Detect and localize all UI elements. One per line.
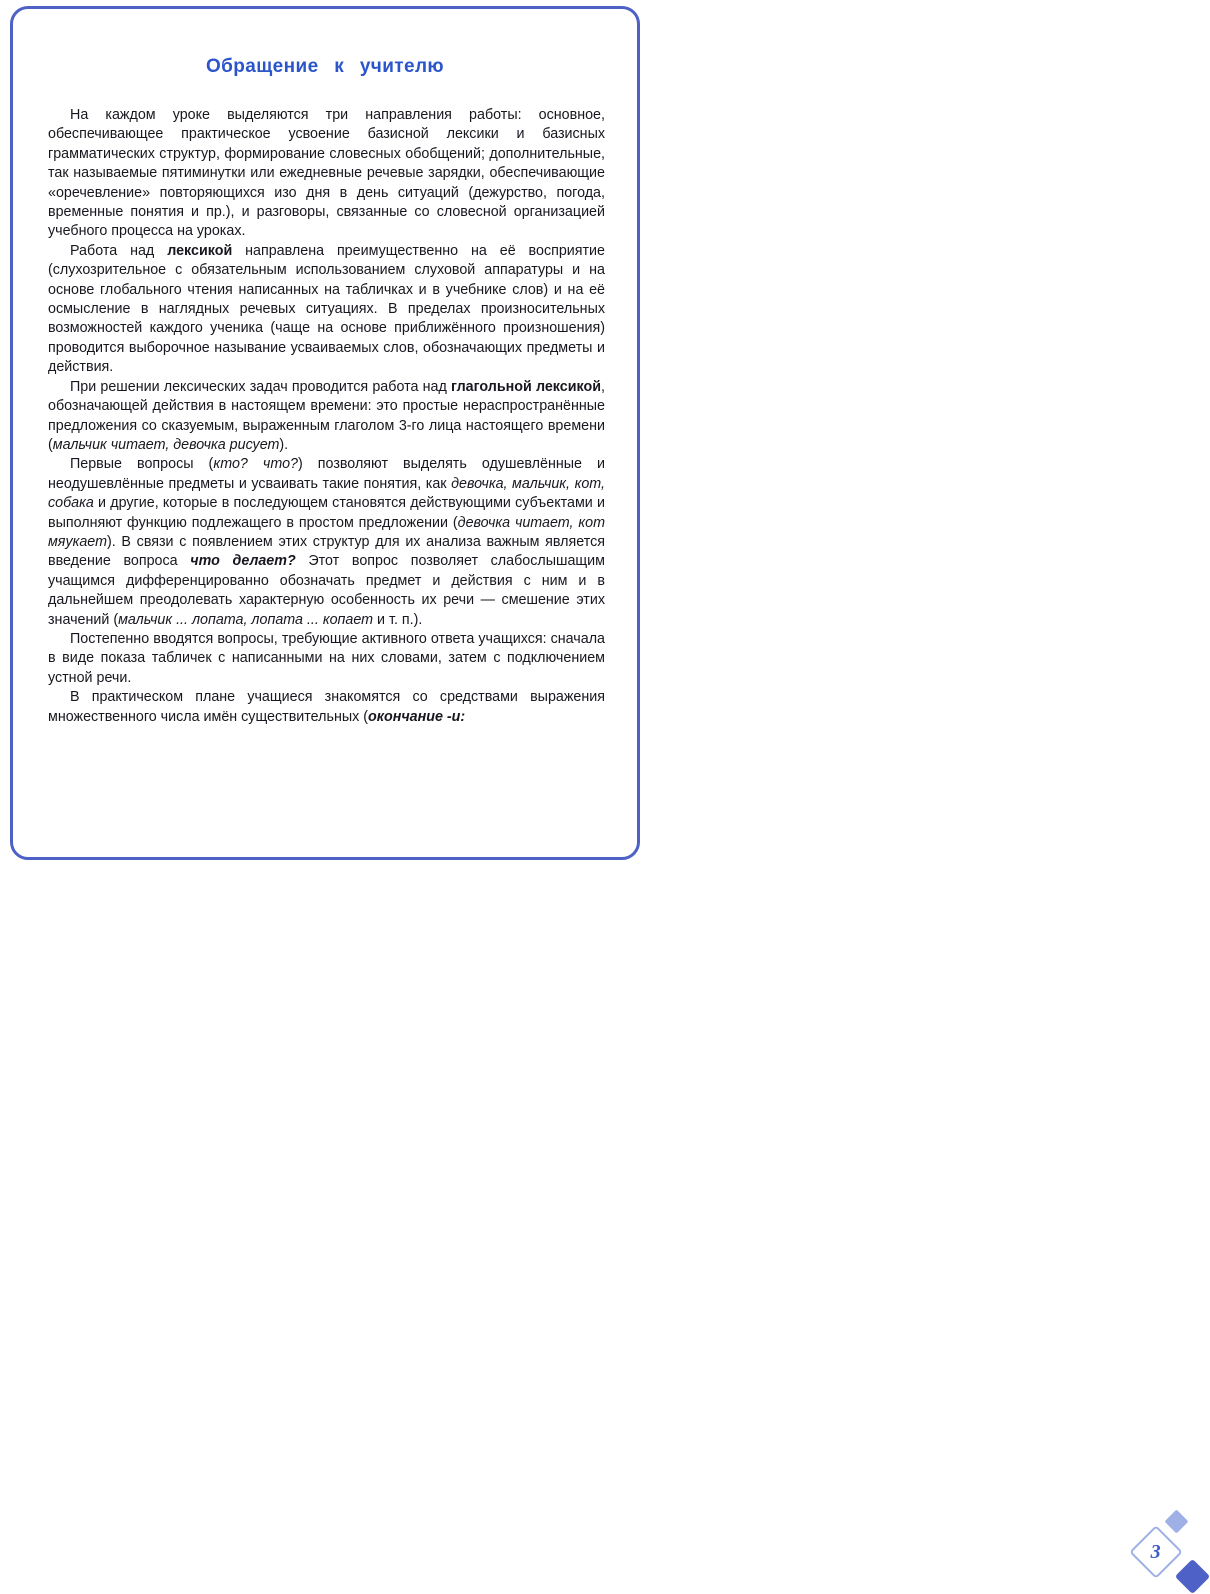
text-run: ). bbox=[279, 436, 289, 453]
page-number-diamond bbox=[1129, 1525, 1183, 1579]
text-run: мальчик ... лопата, лопата ... копает bbox=[118, 611, 374, 628]
text-run: ) позволяют выделять одушевлённые и неодушевлённые предметы и усваивать такие понятия, как bbox=[48, 456, 606, 492]
text-run: девочка читает, кот мяукает bbox=[48, 514, 606, 550]
paragraph bbox=[48, 630, 605, 688]
paragraph bbox=[48, 242, 605, 378]
diamond-light-icon bbox=[1164, 1509, 1188, 1533]
text-run: девочка, мальчик, кот, собака bbox=[48, 475, 606, 512]
text-run: Постепенно вводятся вопросы, требующие активного ответа учащихся: сначала в виде показа табличек с написанными на них словами, затем с подключением устной речи. bbox=[48, 630, 605, 686]
text-run: окончание -и: bbox=[368, 708, 466, 725]
text-run: На каждом уроке выделяются три направления работы: основное, обеспечивающее практическое усвоение базисной лексики и базисных грамматических структур, формирование словесных обобщений; дополнительные, так называемые пятиминутки или ежедневные речевые зарядки, обеспечивающие «оречевление» повторяющихся изо дня в день ситуаций (дежурство, погода, временные понятия и пр.), и разговоры, связанные со словесной организацией учебного процесса на уроках. bbox=[48, 107, 605, 240]
text-run: лексикой bbox=[167, 242, 233, 259]
text-run: кто? что? bbox=[213, 456, 298, 473]
page-title: Обращение к учителю bbox=[205, 56, 445, 77]
paragraph bbox=[48, 688, 605, 727]
paragraph bbox=[48, 455, 605, 630]
text-run: глагольной лексикой bbox=[450, 378, 601, 395]
page-number: 3 bbox=[1151, 1540, 1161, 1563]
text-run: и т. п.). bbox=[373, 611, 423, 628]
diamond-dark-icon bbox=[1175, 1559, 1210, 1594]
text-run: Первые вопросы ( bbox=[70, 456, 214, 473]
text-run: и другие, которые в последующем становятся действующими субъектами и выполняют функцию подлежащего в простом предложении ( bbox=[48, 495, 605, 531]
text-run: что делает? bbox=[190, 553, 296, 570]
page-number-ornament bbox=[560, 749, 1161, 1563]
text-run: При решении лексических задач проводится работа над bbox=[70, 378, 451, 395]
text-run: Работа над bbox=[70, 242, 168, 259]
text-run: направлена преимущественно на её восприятие (слухозрительное с обязательным использованием слуховой аппаратуры и на основе глобального чтения написанных на табличках и в учебнике слов) и на её осмысление в наглядных речевых ситуациях. В пределах произносительных возможностей каждого ученика (чаще на основе приближённого произношения) проводится выборочное называние усваиваемых слов, обозначающих предметы и действия. bbox=[48, 242, 605, 376]
text-run: В практическом плане учащиеся знакомятся со средствами выражения множественного числа имён существительных ( bbox=[48, 689, 605, 725]
text-run: , обозначающей действия в настоящем времени: это простые нераспространённые предложения со сказуемым, выраженным глаголом 3-го лица настоящего времени ( bbox=[48, 378, 605, 453]
text-run: мальчик читает, девочка рисует bbox=[52, 436, 280, 453]
text-run: ). В связи с появлением этих структур для их анализа важным является введение вопроса bbox=[48, 533, 605, 570]
body-text bbox=[48, 106, 605, 727]
paragraph bbox=[48, 378, 605, 456]
paragraph bbox=[48, 106, 605, 242]
text-run: Этот вопрос позволяет слабослышащим учащимся дифференцированно обозначать предмет и действия с ним и в дальнейшем преодолевать характерную особенность их речи — смешение этих значений ( bbox=[48, 553, 605, 628]
